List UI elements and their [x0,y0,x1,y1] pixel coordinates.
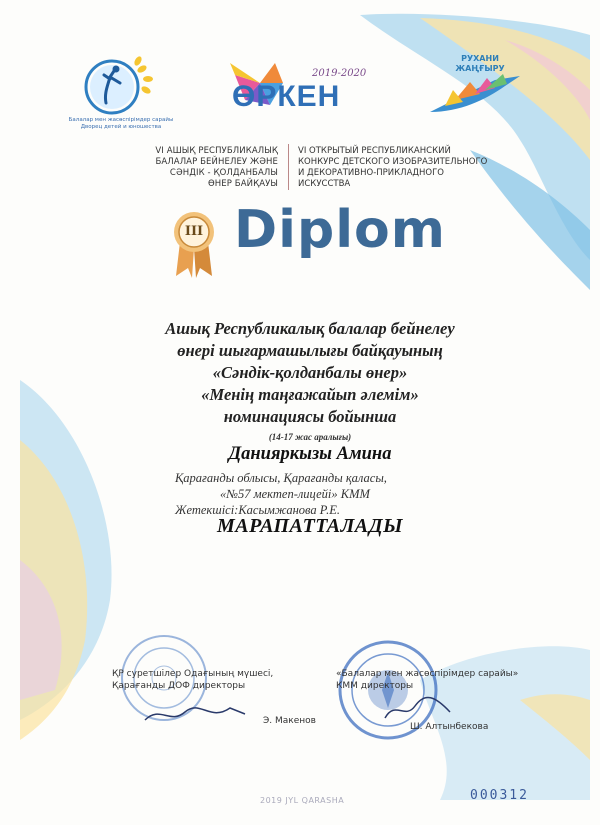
contest-years: 2019-2020 [312,68,367,79]
right-signatory-name: Ш. Алтынбекова [410,722,489,732]
serial-number: 000312 [470,788,529,803]
right-signatory: «Балалар мен жасөспірімдер сарайы» КММ директоры [336,669,519,691]
header-divider [288,144,289,190]
recipient-details: Қарағанды облысы, Қарағанды қаласы, «№57 мектеп-лицейі» КММ Жетекшісі:Касымжанова Р.Е. [175,471,387,517]
medal-place: III [184,224,204,239]
left-signatory: ҚР суретшілер Одағының мүшесі, Қарағанды ДОФ директоры [112,669,274,691]
recipient-name: Данияркызы Амина [228,444,392,464]
bird-logo-icon [425,72,525,122]
issue-date: 2019 JYL QARASHA [260,796,345,805]
contest-brand: ӨРКЕН [232,80,341,113]
age-group: (14-17 жас аралығы) [268,432,352,442]
right-signature-icon [380,690,460,726]
palace-logo-icon [80,55,160,117]
left-signature-icon [140,700,250,730]
award-verb: МАРАПАТТАЛАДЫ [217,515,403,537]
left-signatory-name: Э. Макенов [263,716,316,726]
header-russian: VI ОТКРЫТЫЙ РЕСПУБЛИКАНСКИЙ КОНКУРС ДЕТСКОГО ИЗОБРАЗИТЕЛЬНОГО И ДЕКОРАТИВНО-ПРИКЛАДНОГО ИСКУССТВА [298,146,488,189]
header-kazakh: VI АШЫҚ РЕСПУБЛИКАЛЫҚ БАЛАЛАР БЕЙНЕЛЕУ ЖӘНЕ СӘНДІК - ҚОЛДАНБАЛЫ ӨНЕР БАЙҚАУЫ [155,146,278,189]
award-description: Ашық Республикалық балалар бейнелеу өнері шығармашылығы байқауының «Сәндік-қолданбалы өнер» «Менің таңғажайып әлемім» номинациясы бойынша [165,319,455,426]
diploma-title: Diplom [234,200,446,260]
medal-icon [170,208,218,280]
ruhani-logo-text: РУХАНИ ЖАҢҒЫРУ [455,54,505,73]
palace-logo-caption: Балалар мен жасөспірімдер сарайы Дворец детей и юношества [68,117,174,130]
